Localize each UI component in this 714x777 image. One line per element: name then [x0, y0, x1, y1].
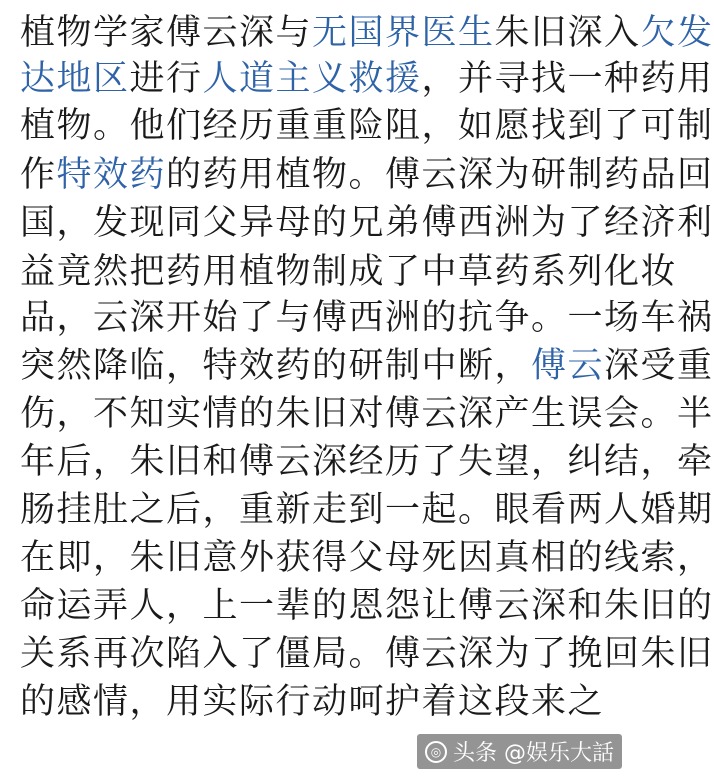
text-line — [20, 10, 714, 56]
text-line — [20, 391, 714, 437]
text-segment: 植物学家傅云深与 — [20, 13, 313, 53]
text-segment: 的感情，用实际行动呵护着这段来之 — [20, 682, 605, 722]
inline-link[interactable]: 无国界医生 — [312, 13, 495, 53]
text-segment: 进行 — [129, 59, 203, 99]
text-line — [20, 152, 714, 198]
watermark-text: 头条 @娱乐大話 — [453, 741, 614, 766]
text-segment: 的药用植物。傅云深为研制药品回 — [166, 155, 714, 195]
inline-link[interactable]: 特效药 — [56, 155, 167, 195]
text-segment: 深受重 — [604, 346, 714, 386]
text-line — [20, 343, 714, 389]
text-line — [20, 631, 714, 677]
inline-link[interactable]: 欠发 — [640, 13, 714, 53]
text-segment: 伤，不知实情的朱旧对傅云深产生误会。半 — [20, 394, 714, 434]
text-line — [20, 439, 714, 485]
text-segment: ，并寻找一种药用 — [421, 59, 714, 99]
text-segment: 在即，朱旧意外获得父母死因真相的线索， — [20, 538, 714, 578]
text-line — [20, 200, 714, 246]
text-segment: 国，发现同父异母的兄弟傅西洲为了经济利 — [20, 203, 714, 243]
text-segment: 作 — [20, 155, 57, 195]
text-line — [20, 295, 714, 341]
text-segment: 朱旧深入 — [494, 13, 641, 53]
text-line — [20, 103, 714, 149]
text-line — [20, 249, 677, 295]
text-segment: 品，云深开始了与傅西洲的抗争。一场车祸 — [20, 298, 714, 338]
inline-link[interactable]: 人道主义救援 — [202, 59, 422, 99]
text-line — [20, 487, 714, 533]
text-segment: 命运弄人，上一辈的恩怨让傅云深和朱旧的 — [20, 586, 714, 626]
text-segment: 年后，朱旧和傅云深经历了失望，纠结，牵 — [20, 442, 714, 482]
text-segment: 植物。他们经历重重险阻，如愿找到了可制 — [20, 106, 714, 146]
watermark-logo-icon: ◎ — [425, 741, 447, 763]
text-line — [20, 56, 714, 102]
inline-link[interactable]: 达地区 — [20, 59, 130, 99]
text-line — [20, 679, 604, 725]
text-line — [20, 535, 714, 581]
inline-link[interactable]: 傅云 — [531, 346, 605, 386]
text-line — [20, 583, 714, 629]
text-segment: 突然降临，特效药的研制中断， — [20, 346, 532, 386]
text-segment: 关系再次陷入了僵局。傅云深为了挽回朱旧 — [20, 634, 714, 674]
text-segment: 益竟然把药用植物制成了中草药系列化妆 — [20, 252, 678, 292]
text-segment: 肠挂肚之后，重新走到一起。眼看两人婚期 — [20, 490, 714, 530]
watermark — [417, 734, 622, 769]
